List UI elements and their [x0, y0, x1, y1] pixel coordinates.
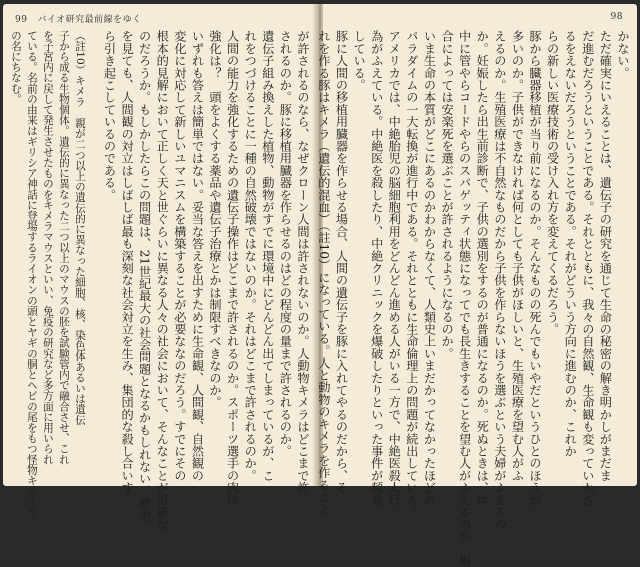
text-column: れをつづけることに一種の自然破壊ではないのか。それはどこまで許されるのか。: [243, 30, 258, 482]
text-column: を見ても、人間観の対立はしばしば最も深刻な社会対立を生み、集団的な殺し合いす: [120, 30, 135, 494]
right-page-text: [316, 30, 631, 567]
footnote-column: の名にちなむ。: [9, 30, 22, 105]
text-column: えるのか。生殖医療は不自然なものだから子供を作らないほうを選ぶという夫婦がふえるの: [492, 30, 507, 531]
text-column: 中に管やらコードやらのスパゲッティ状態になってでも長生きすることを望む人がふえるのか、場: [457, 30, 472, 567]
text-column: ただ確実にいえることは、遺伝子の研究を通じて生命の秘密の解き明かしがまだま: [598, 30, 613, 482]
text-column: 強化は？ 頭をよくする薬品や遺伝子治療とかは制限すべきなのか。: [208, 30, 223, 409]
text-column: 変化に対応して新しいユマニスムを構築することが必要ななのだろう。すでにその: [172, 30, 187, 482]
text-column: パラダイムの一大転換が進行中である。それとともに生命倫理上の問題が続出している。: [404, 30, 419, 518]
text-column: だ進むだろうということである。それとともに、我々の自然観、生命観も変っていかざ: [580, 30, 595, 506]
text-column: かない。: [616, 30, 630, 79]
left-page-number: 99: [15, 15, 28, 25]
text-column: のだろうか。もしかしたらこの問題は、21世紀最大の社会問題となるかもしれない。歴史: [137, 30, 152, 522]
text-column: 豚に人間の移植用臓器を作らせる場合、人間の遺伝子を豚に入れてやるのだから、そ: [334, 30, 349, 494]
right-page: [316, 4, 637, 567]
text-column: 合によっては安楽死を選ぶことが許されるようになるのか。: [440, 30, 455, 360]
text-column: アメリカでは、中絶胎児の脳細胞利用をどんどん進める人がいる一方で、中絶医殺人行: [387, 30, 402, 506]
left-page-text: [9, 30, 311, 531]
left-running-head-title: バイオ研究最前線をゆく: [37, 15, 142, 25]
text-column: 豚から臓器移植が当り前になるのか。そんなものの死んでもいやだというひとのほうが: [528, 30, 543, 506]
text-column: 根本的見解において正しく天と世ぐらいに異なる人々の社会において、そんなことが可能な: [155, 30, 170, 531]
text-column: らの新しい医療技術の受け入れ方を変えてくるだろう。: [545, 30, 560, 335]
text-column: れを作る豚はキメラ（遺伝的混血）（註10）になっている。人と動物のキメラを作ること: [316, 30, 331, 516]
text-column: 為がふえている。中絶医を殺したり、中絶クリニックを爆破したりといった事件が頻発: [369, 30, 384, 506]
text-column: か。妊娠したら出生前診断で、子供の選別をするのが普通になるのか。死ぬときは、体: [475, 30, 490, 506]
left-page: [3, 4, 317, 531]
text-column: が許されるのなら、なぜクローン人間は許されないのか。人動物キメラはどこまで許: [296, 30, 310, 494]
footnote-column: 子から成る生物個体。遺伝的に異なった二つ以上のマウスの胚を試験管内で融合させ、これ: [57, 30, 70, 465]
text-column: 人間の能力を強化するための遺伝子操作はどこまで許されるのか。スポーツ選手の肉体: [225, 30, 240, 506]
footnote-column: ている。名前の由来はギリシア神話に登場するライオンの頭とヤギの胴とヘビの尾をもつ怪物キマイラ: [25, 30, 38, 518]
footnote-column: を子宮内に戻して発生させたものをキメラマウスといい、免疫の研究など多方面に用いられ: [41, 30, 54, 465]
text-column: している。: [352, 30, 367, 91]
left-running-header: [15, 12, 142, 25]
text-column: 遺伝子組み換えした植物、動物がすでに環境中にどんどん出てしまっているが、こ: [260, 30, 275, 482]
text-column: されるのか。豚に移植用臓器を作らせるのはどの程度の量まで許されるのか。: [278, 30, 293, 457]
text-column: 多いのか。子供ができなければ何としても子供がほしいと、生殖医療を望む人がふ: [510, 30, 525, 482]
text-column: ら引き起こしているのである。: [102, 30, 117, 201]
text-column: いま生命の本質がどこにあるのかわからなくて、人類史上いまだかってなかったほどの: [422, 30, 437, 506]
text-column: るをえないだろうということである。それがどういう方向に進むのか、これか: [563, 30, 578, 457]
right-running-header: [611, 12, 623, 22]
text-column: いずれも答えは簡単ではない。妥当な答えを出すために生命観、人間観、自然観の: [190, 30, 205, 482]
right-page-number: 98: [610, 12, 623, 22]
footnote-column: （註10）キメラ 親が二つ以上の遺伝的に異なった細胞、核、染色体あるいは遺伝: [73, 30, 86, 426]
